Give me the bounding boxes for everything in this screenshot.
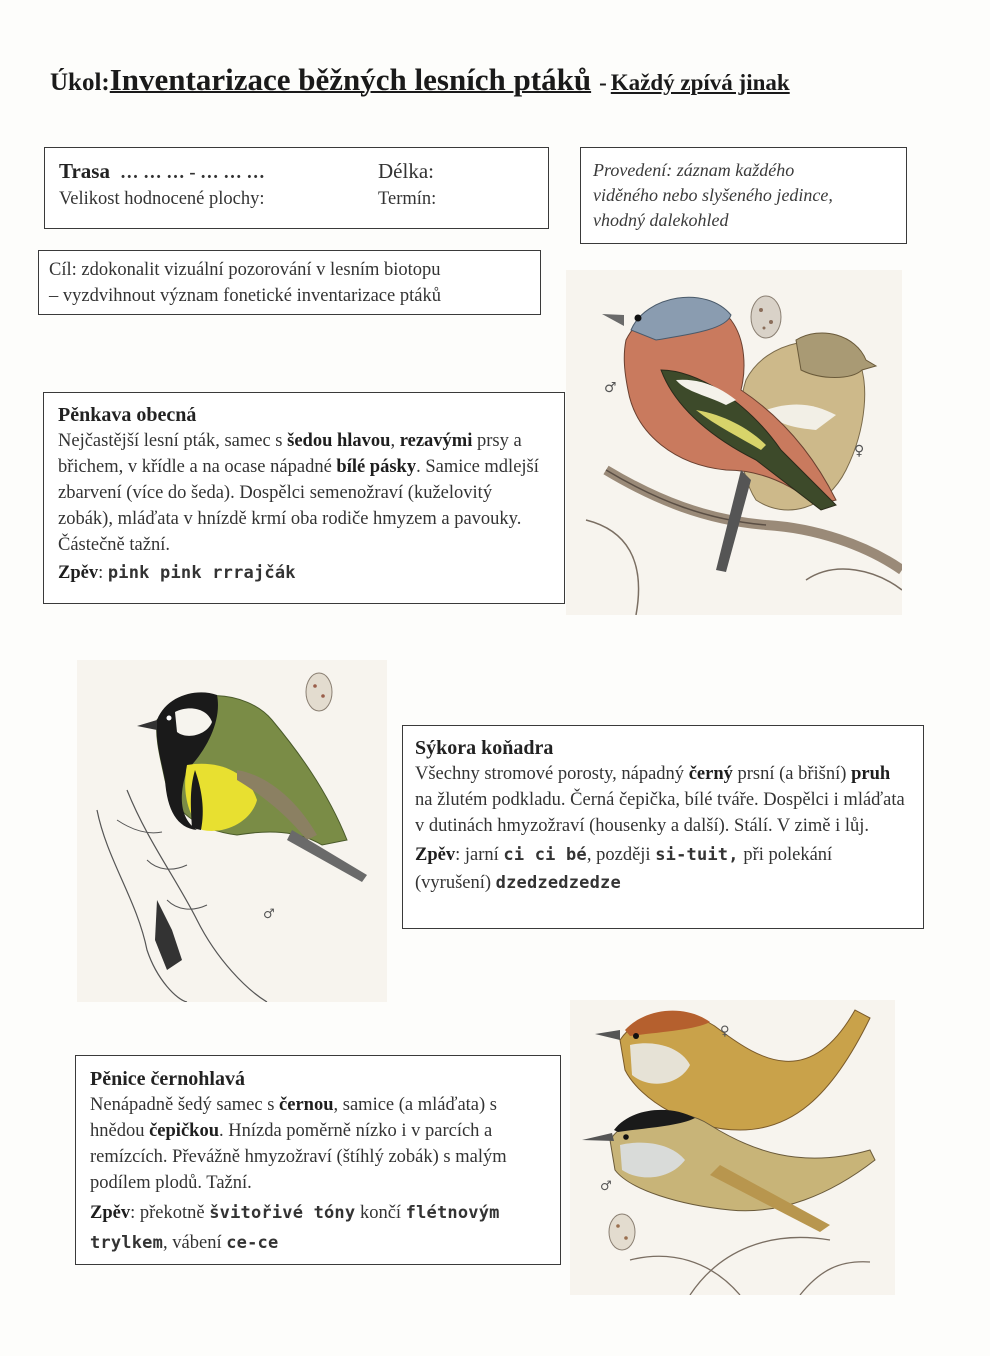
blackcap-male-symbol: ♂ <box>600 1179 612 1194</box>
goal-line-2: – vyzdvihnout význam fonetické inventarizace ptáků <box>49 286 441 306</box>
title-separator: - <box>599 70 607 95</box>
title-subtitle: Každý zpívá jinak <box>610 70 790 95</box>
route-box <box>44 147 549 229</box>
method-line-1: Provedení: záznam každého <box>593 160 795 180</box>
termin-label: Termín: <box>378 189 437 209</box>
page-title <box>50 62 950 98</box>
male-symbol: ♂ <box>604 380 617 396</box>
blackcap-illustration <box>570 1000 895 1295</box>
method-line-2: viděného nebo slyšeného jedince, <box>593 185 833 205</box>
title-prefix: Úkol: <box>50 69 110 96</box>
method-box <box>580 147 907 244</box>
penice-box <box>75 1055 561 1265</box>
penice-description: Nenápadně šedý samec s černou, samice (a mláďata) s hnědou čepičkou. Hnízda poměrně nízko i v parcích a remízcích. Převážně hmyzožraví (štíhlý zobák) s malým podílem plodů. Tažní. <box>90 1095 507 1193</box>
great-tit-illustration <box>77 660 387 1002</box>
method-line-3: vhodný dalekohled <box>593 210 729 230</box>
sykora-box <box>402 725 924 929</box>
delka-label: Délka: <box>378 159 434 183</box>
goal-line-1: Cíl: zdokonalit vizuální pozorování v lesním biotopu <box>49 260 441 280</box>
blackcap-female-symbol: ♀ <box>720 1024 730 1039</box>
chaffinch-illustration <box>566 270 902 615</box>
penkava-name: Pěnkava obecná <box>58 404 197 426</box>
penkava-box <box>43 392 565 604</box>
sykora-name: Sýkora koňadra <box>415 737 554 759</box>
sykora-song: Zpěv: jarní ci ci bé, později si-tuit, při polekání (vyrušení) dzedzedzedze <box>415 845 833 893</box>
penkava-song: Zpěv: pink pink rrrajčák <box>58 563 296 583</box>
tit-male-symbol: ♂ <box>263 907 275 922</box>
penkava-description: Nejčastější lesní pták, samec s šedou hlavou, rezavými prsy a břichem, v křídle a na ocase nápadné bílé pásky. Samice mdlejší zbarvení (více do šeda). Dospělci semenožraví (kuželovitý zobák), mláďata v hnízdě krmí oba rodiče hmyzem a pavouky. Částečně tažní. <box>58 431 539 555</box>
penice-name: Pěnice černohlavá <box>90 1068 245 1090</box>
trasa-label: Trasa <box>59 159 110 183</box>
plocha-label: Velikost hodnocené plochy: <box>59 189 265 209</box>
sykora-description: Všechny stromové porosty, nápadný černý prsní (a břišní) pruh na žlutém podkladu. Černá čepička, bílé tváře. Dospělci i mláďata v dutinách hmyzožraví (housenky a další). Stálí. V zimě i lůj. <box>415 764 905 836</box>
title-main: Inventarizace běžných lesních ptáků <box>109 62 592 97</box>
trasa-blank: … … … - … … … <box>119 163 265 183</box>
penice-song: Zpěv: překotně švitořivé tóny končí flétnovým trylkem, vábení ce-ce <box>90 1203 500 1253</box>
female-symbol: ♀ <box>854 443 865 459</box>
goal-box <box>38 250 541 315</box>
